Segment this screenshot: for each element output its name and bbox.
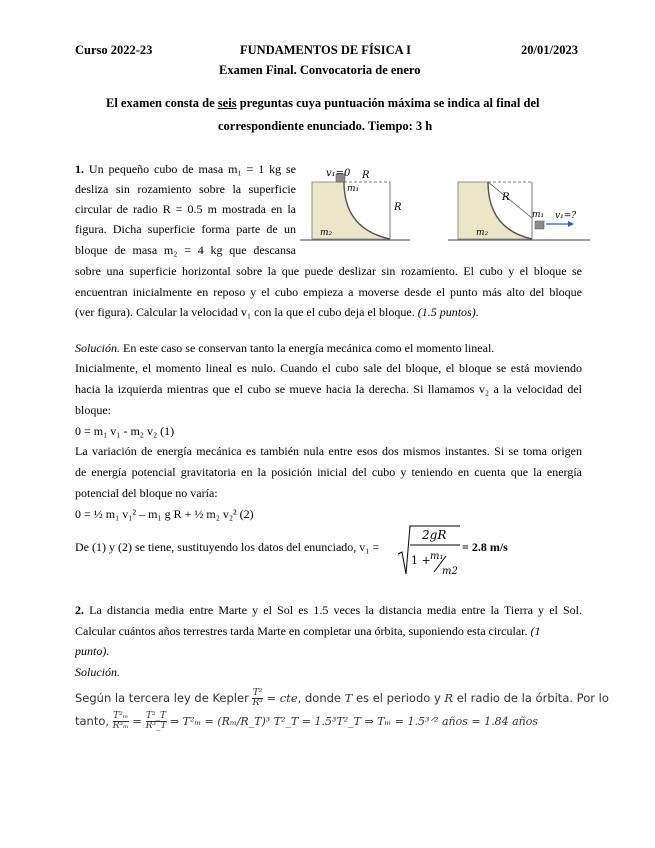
q2-line1: 2. La distancia media entre Marte y el Sol es 1.5 veces la distancia media entre la Tierra y el Sol.: [75, 603, 582, 617]
sol1-line5: La variación de energía mecánica es también nula entre esos dos mismos instantes. Si se toma origen: [75, 444, 582, 458]
course-label: Curso 2022-23: [75, 43, 153, 57]
fig-v1-zero: v₁=0: [326, 168, 351, 179]
q1-line1: 1. Un pequeño cubo de masa m₁ = 1 kg se: [75, 162, 297, 176]
q1-line5: bloque de masa m₂ = 4 kg que descansa: [75, 243, 296, 257]
fig-m2-right: m₂: [476, 228, 489, 238]
q1-figure: [300, 158, 590, 248]
fig-v1-q: v₁=?: [555, 211, 577, 221]
exam-subtitle: Examen Final. Convocatoria de enero: [219, 63, 421, 77]
exam-title: FUNDAMENTOS DE FÍSICA I: [240, 43, 411, 57]
velocity-arrow-icon: [568, 221, 574, 227]
kepler-line1: Según la tercera ley de Kepler $\frac{\text{T²}}{\text{R³}}$ = cte, donde T es el periodo y R el radio de la órbita. Por lo: [75, 688, 609, 708]
instructions-line1: El examen consta de seis preguntas cuya puntuación máxima se indica al final del: [106, 96, 540, 110]
sol1-line8: De (1) y (2) se tiene, sustituyendo los datos del enunciado, v₁ =: [75, 540, 380, 554]
block-right: [458, 182, 532, 239]
fig-R-side: R: [394, 202, 402, 213]
v1-formula: [398, 522, 460, 578]
fig-m2-left: m₂: [320, 228, 333, 238]
formula-m2: m2: [442, 566, 458, 577]
sol1-result: = 2.8 m/s: [462, 540, 508, 554]
sol1-eq2: 0 = ½ m₁ v₁² – m₁ g R + ½ m₂ v₂² (2): [75, 507, 254, 521]
formula-numerator: 2gR: [422, 528, 447, 542]
q1-line4: figura. Dicha superficie forma parte de un: [75, 222, 296, 236]
cube-right: [535, 221, 544, 229]
sol1-line1: Solución. En este caso se conservan tanto la energía mecánica como el momento lineal.: [75, 341, 495, 355]
formula-m1: m₁: [430, 551, 444, 562]
fig-m1-left: m₁: [347, 184, 360, 194]
sol1-line2: Inicialmente, el momento lineal es nulo. Cuando el cubo sale del bloque, el bloque se está moviendo: [75, 361, 582, 375]
fig-R-left: R: [362, 170, 370, 181]
instructions-line2: correspondiente enunciado. Tiempo: 3 h: [218, 119, 433, 133]
kepler-line2: tanto, $\frac{\text{T²ₘ}}{\text{R³ₘ}}$ = $\frac{\text{T²\_T}}{\text{R³\_T}}$ ⇒ T²ₘ = (Rₘ/R_T)³ T²_T = 1.5³T²_T ⇒ Tₘ = 1.5³ᐟ² años = 1.84 años: [75, 711, 538, 731]
q1-line6: sobre una superficie horizontal sobre la que puede deslizar sin rozamiento. El cubo y el bloque se: [75, 264, 582, 278]
fig-R-right: R: [502, 192, 510, 203]
sol1-line4: bloque:: [75, 403, 111, 417]
q1-line7: encuentran inicialmente en reposo y el cubo empieza a moverse desde el punto más alto del bloque: [75, 285, 582, 299]
sol1-line7: potencial del bloque no varía:: [75, 486, 218, 500]
q2-line2: Calcular cuántos años terrestres tarda Marte en completar una órbita, suponiendo esta circular. (1: [75, 624, 541, 638]
exam-date: 20/01/2023: [521, 43, 578, 57]
sol1-eq1: 0 = m₁ v₁ - m₂ v₂ (1): [75, 424, 175, 438]
q2-solution-label: Solución.: [75, 665, 120, 679]
fig-m1-right: m₁: [532, 210, 545, 220]
q1-line2: desliza sin rozamiento sobre la superficie: [75, 182, 296, 196]
formula-den-1: 1 +: [411, 554, 431, 567]
q1-line8: (ver figura). Calcular la velocidad v₁ con la que el cubo deja el bloque. (1.5 puntos).: [75, 305, 479, 319]
q2-points: punto).: [75, 644, 110, 658]
q1-line3: circular de radio R = 0.5 m mostrada en la: [75, 202, 296, 216]
sol1-line6: de energía potencial gravitatoria en la posición inicial del cubo y teniendo en cuenta que la energía: [75, 465, 582, 479]
sol1-line3: hacia la izquierda mientras que el cubo se mueve hacia la derecha. Si llamamos v₂ a la velocidad del: [75, 382, 582, 396]
